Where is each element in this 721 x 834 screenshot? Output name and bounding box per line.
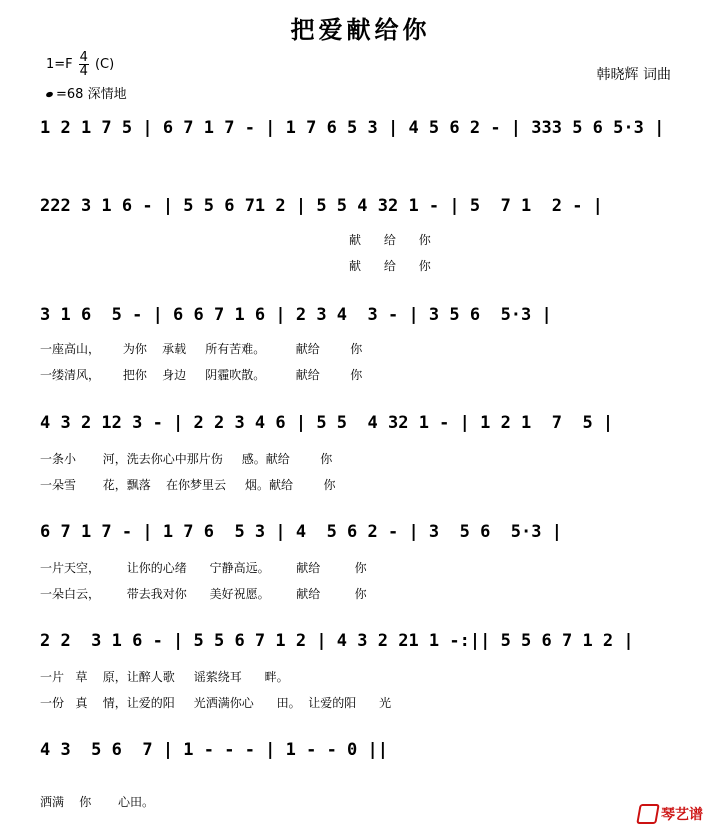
staff-line-3: [40, 302, 688, 382]
key-label: 1=F: [46, 57, 73, 72]
lyric-verse-1: 献 给 你: [40, 233, 431, 247]
staff-line-6: [40, 628, 688, 710]
tempo-text: =68 深情地: [56, 87, 127, 102]
site-logo: [638, 804, 703, 824]
notation-line: 4 3 2 12 3 - | 2 2 3 4 6 | 5 5 4 32 1 - | 1 2 1 7 5 |: [40, 413, 614, 433]
composer-credit: 韩晓辉 词曲: [596, 67, 671, 83]
lyric-verse-2: 一朵雪 花，飘落 在你梦里云 烟。献给 你: [40, 478, 336, 492]
quarter-note-icon: [45, 91, 53, 98]
staff-line-2: [40, 193, 688, 273]
key-signature: [46, 51, 114, 78]
tempo-marking: [46, 83, 127, 102]
staff-line-7: [40, 737, 688, 809]
lyric-verse-2: 一缕清风， 把你 身边 阴霾吹散。 献给 你: [40, 368, 363, 382]
lyric-verse-2: 一朵白云， 带去我对你 美好祝愿。 献给 你: [40, 587, 367, 601]
lyric-verse-1: 一片 草 原，让醉人歌 谣萦绕耳 畔。: [40, 670, 289, 684]
lyric-verse-1: 一座高山， 为你 承载 所有苦难。 献给 你: [40, 342, 363, 356]
staff-line-5: [40, 519, 688, 601]
staff-line-1: [40, 115, 688, 151]
lyric-verse-1: 一条小 河，洗去你心中那片伤 感。献给 你: [40, 452, 333, 466]
notation-line: 2 2 3 1 6 - | 5 5 6 7 1 2 | 4 3 2 21 1 -:|| 5 5 6 7 1 2 |: [40, 631, 634, 651]
notation-line: 222 3 1 6 - | 5 5 6 71 2 | 5 5 4 32 1 - | 5 7 1 2 - |: [40, 196, 603, 216]
key-alt: (C): [94, 57, 115, 72]
lyric-verse-2: 献 给 你: [40, 259, 431, 273]
time-signature: [79, 51, 89, 78]
logo-text: 琴艺谱: [661, 807, 703, 823]
staff-line-4: [40, 410, 688, 492]
notation-line: 3 1 6 5 - | 6 6 7 1 6 | 2 3 4 3 - | 3 5 6 5·3 |: [40, 305, 552, 325]
lyric-verse-1: 洒满 你 心田。: [40, 795, 154, 809]
time-signature-bottom: 4: [79, 64, 88, 79]
logo-icon: [636, 804, 660, 824]
notation-line: 1 2 1 7 5 | 6 7 1 7 - | 1 7 6 5 3 | 4 5 6 2 - | 333 5 6 5·3 |: [40, 118, 665, 138]
notation-line: 4 3 5 6 7 | 1 - - - | 1 - - 0 ||: [40, 740, 388, 760]
lyric-verse-1: 一片天空， 让你的心绪 宁静高远。 献给 你: [40, 561, 367, 575]
time-signature-top: 4: [79, 50, 88, 65]
lyric-verse-2: 一份 真 情，让爱的阳 光洒满你心 田。 让爱的阳 光: [40, 696, 392, 710]
notation-line: 6 7 1 7 - | 1 7 6 5 3 | 4 5 6 2 - | 3 5 6 5·3 |: [40, 522, 562, 542]
song-title: 把爱献给你: [290, 15, 431, 44]
